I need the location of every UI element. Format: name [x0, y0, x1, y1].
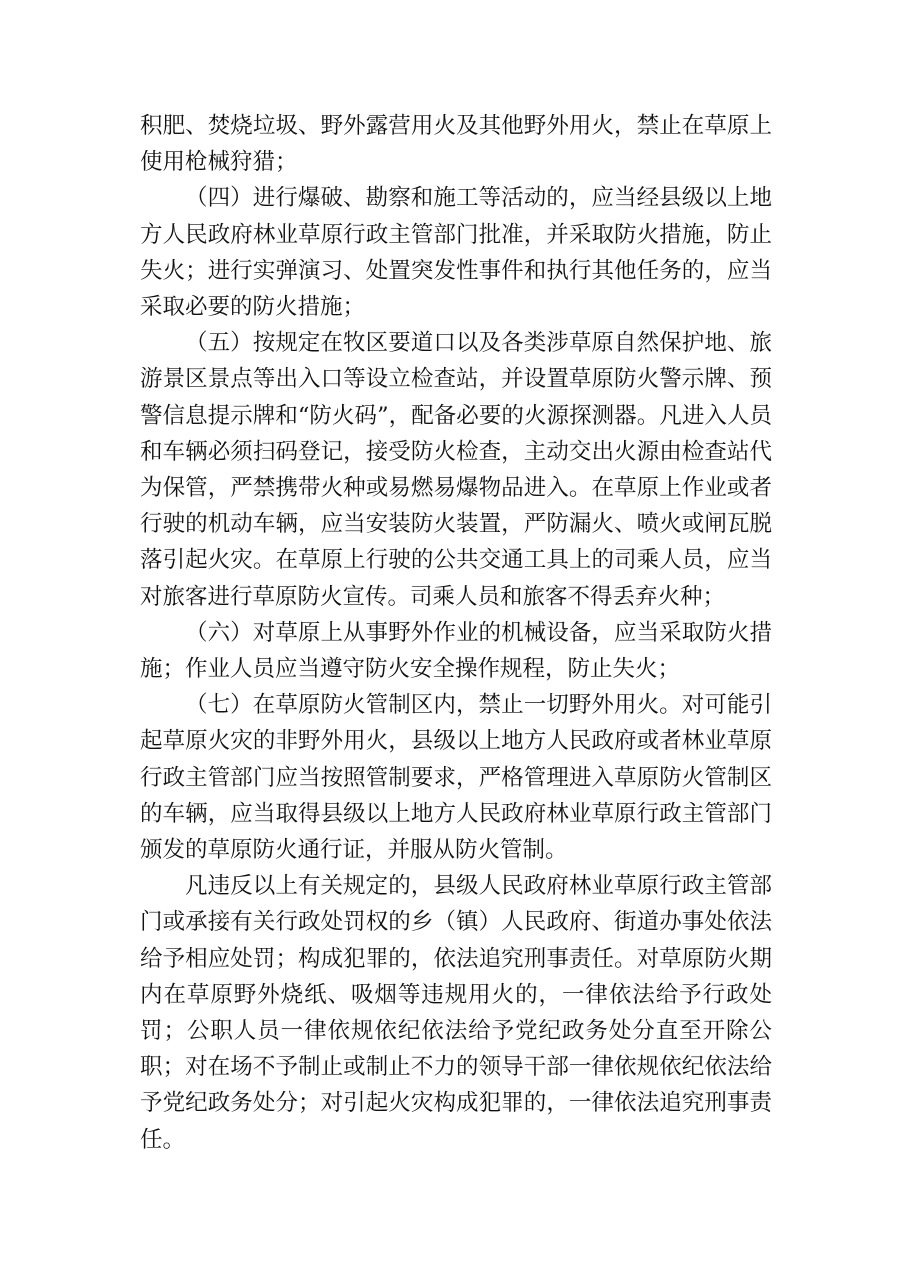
paragraph-penalties: 凡违反以上有关规定的，县级人民政府林业草原行政主管部门或承接有关行政处罚权的乡（镇）人民政府、街道办事处依法给予相应处罚；构成犯罪的，依法追究刑事责任。对草原防火期内在草原野外烧纸、吸烟等违规用火的，一律依法给予行政处罚；公职人员一律依规依纪依法给予党纪政务处分直至开除公职；对在场不予制止或制止不力的领导干部一律依规依纪依法给予党纪政务处分；对引起火灾构成犯罪的，一律依法追究刑事责任。 — [140, 873, 772, 1153]
document-body — [140, 108, 772, 1158]
paragraph-item-7: （七）在草原防火管制区内，禁止一切野外用火。对可能引起草原火灾的非野外用火，县级以上地方人民政府或者林业草原行政主管部门应当按照管制要求，严格管理进入草原防火管制区的车辆，应当取得县级以上地方人民政府林业草原行政主管部门颁发的草原防火通行证，并服从防火管制。 — [140, 692, 772, 864]
paragraph-item-5: （五）按规定在牧区要道口以及各类涉草原自然保护地、旅游景区景点等出入口等设立检查站，并设置草原防火警示牌、预警信息提示牌和“防火码”，配备必要的火源探测器。凡进入人员和车辆必须扫码登记，接受防火检查，主动交出火源由检查站代为保管，严禁携带火种或易燃易爆物品进入。在草原上作业或者行驶的机动车辆，应当安装防火装置，严防漏火、喷火或闸瓦脱落引起火灾。在草原上行驶的公共交通工具上的司乘人员，应当对旅客进行草原防火宣传。司乘人员和旅客不得丢弃火种； — [140, 330, 772, 610]
paragraph-continued: 积肥、焚烧垃圾、野外露营用火及其他野外用火，禁止在草原上使用枪械狩猎； — [140, 113, 772, 176]
paragraph-item-4: （四）进行爆破、勘察和施工等活动的，应当经县级以上地方人民政府林业草原行政主管部门批准，并采取防火措施，防止失火；进行实弹演习、处置突发性事件和执行其他任务的，应当采取必要的防火措施； — [140, 185, 772, 321]
paragraph-item-6: （六）对草原上从事野外作业的机械设备，应当采取防火措施；作业人员应当遵守防火安全操作规程，防止失火； — [140, 619, 772, 683]
